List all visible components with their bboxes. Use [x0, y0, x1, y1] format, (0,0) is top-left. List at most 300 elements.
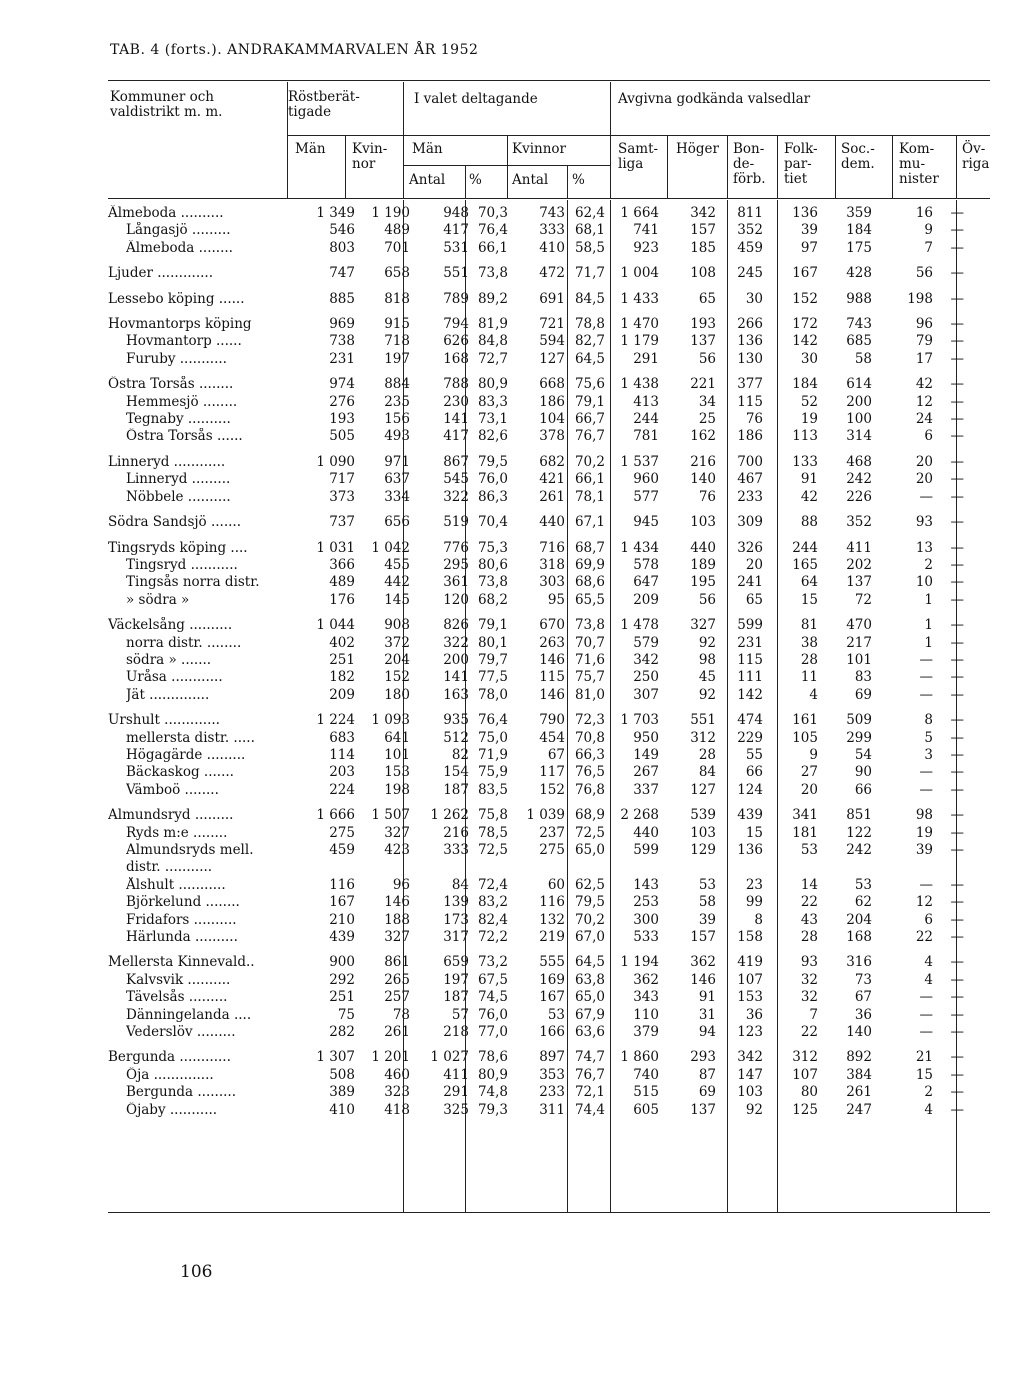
district-label: Öja ..............: [126, 1066, 214, 1083]
cell-value: 738: [329, 333, 355, 350]
cell-value: 209: [633, 591, 659, 608]
cell-value: 6: [924, 428, 933, 445]
cell-value: 157: [690, 222, 716, 239]
cell-value: 2 268: [620, 807, 659, 824]
cell-value: 740: [633, 1066, 659, 1083]
cell-value: 73,2: [477, 954, 508, 971]
cell-value: 193: [329, 411, 355, 428]
col-rost-kvinnor: Kvin-nor: [352, 141, 388, 172]
cell-value: 551: [690, 712, 716, 729]
col-folkpartiet: Folk-par-tiet: [784, 141, 818, 187]
cell-value: 1 044: [316, 617, 355, 634]
cell-value: 30: [745, 290, 763, 307]
cell-value: 129: [690, 842, 716, 858]
table-row: [108, 825, 964, 842]
cell-value: 77,0: [477, 1024, 508, 1041]
district-label: Tingsås norra distr.: [126, 574, 260, 591]
cell-value: 69,9: [574, 556, 605, 573]
cell-value: —: [919, 686, 933, 703]
col-hoger: Höger: [676, 141, 719, 157]
cell-value: 20: [800, 781, 818, 798]
table-row: [108, 411, 964, 428]
divider: [777, 135, 778, 198]
cell-value: —: [950, 205, 964, 221]
cell-value: 127: [690, 781, 716, 798]
cell-value: 384: [846, 1066, 872, 1083]
cell-value: 261: [846, 1084, 872, 1101]
cell-value: 62,5: [574, 876, 605, 893]
col-rost-man: Män: [295, 141, 326, 157]
cell-value: —: [950, 290, 964, 307]
cell-value: 157: [690, 929, 716, 946]
cell-value: 1 349: [316, 205, 355, 221]
cell-value: —: [950, 239, 964, 256]
cell-value: 923: [633, 239, 659, 256]
bottom-rule: [108, 1212, 990, 1213]
cell-value: 75,0: [477, 729, 508, 746]
cell-value: 9: [809, 746, 818, 763]
top-rule: [108, 80, 990, 81]
table-row: [108, 764, 964, 781]
table-row: [108, 807, 964, 824]
cell-value: 153: [737, 989, 763, 1006]
cell-value: [605, 859, 659, 876]
divider: [465, 165, 466, 198]
cell-value: 65,0: [574, 989, 605, 1006]
cell-value: 74,8: [477, 1084, 508, 1101]
cell-value: 90: [854, 764, 872, 781]
district-name: [108, 825, 298, 842]
cell-value: 82: [451, 746, 469, 763]
district-label: Högagärde .........: [126, 746, 246, 763]
cell-value: 352: [737, 222, 763, 239]
table-row: [108, 291, 964, 308]
district-name: [108, 712, 298, 729]
cell-value: 716: [539, 539, 565, 556]
cell-value: —: [950, 1006, 964, 1023]
cell-value: 1 201: [371, 1049, 410, 1066]
cell-value: —: [950, 729, 964, 746]
district-name: [108, 394, 298, 411]
cell-value: 76,4: [477, 712, 508, 729]
cell-value: 70,2: [574, 453, 605, 470]
cell-value: 64,5: [574, 954, 605, 971]
cell-value: 96: [392, 876, 410, 893]
cell-value: 53: [698, 876, 716, 893]
cell-value: 74,4: [574, 1101, 605, 1118]
cell-value: 127: [539, 350, 565, 367]
cell-value: 327: [384, 929, 410, 946]
table-row: [108, 514, 964, 531]
cell-value: 2: [924, 1084, 933, 1101]
cell-value: 77,5: [477, 669, 508, 686]
cell-value: 811: [737, 205, 763, 221]
cell-value: 120: [443, 591, 469, 608]
cell-value: 165: [792, 556, 818, 573]
cell-value: 72,4: [477, 876, 508, 893]
district-name: [108, 652, 298, 669]
cell-value: 318: [539, 556, 565, 573]
divider: [892, 135, 893, 198]
col-kommuner: Kommuner och valdistrikt m. m.: [110, 89, 223, 120]
cell-value: 71,6: [574, 651, 605, 668]
cell-value: 343: [633, 989, 659, 1006]
cell-value: 333: [539, 222, 565, 239]
table-row: [108, 894, 964, 911]
cell-value: 531: [443, 239, 469, 256]
cell-value: 75,9: [477, 764, 508, 781]
cell-value: 257: [384, 989, 410, 1006]
table-row: [108, 471, 964, 488]
cell-value: 1 224: [316, 712, 355, 729]
cell-value: 42: [915, 376, 933, 393]
district-label: mellersta distr. .....: [126, 729, 255, 746]
cell-value: 470: [846, 617, 872, 634]
cell-value: —: [950, 807, 964, 824]
cell-value: 32: [800, 971, 818, 988]
district-label: Jät ..............: [126, 686, 210, 703]
cell-value: —: [950, 617, 964, 634]
district-name: [108, 265, 298, 282]
cell-value: 189: [690, 556, 716, 573]
district-label: Bergunda ............: [108, 1049, 231, 1066]
cell-value: 203: [329, 764, 355, 781]
district-name: [108, 514, 298, 531]
district-name: [108, 574, 298, 591]
cell-value: 75: [337, 1006, 355, 1023]
table-row: [108, 489, 964, 506]
cell-value: 23: [745, 876, 763, 893]
table-row: [108, 842, 964, 859]
cell-value: 19: [800, 411, 818, 428]
cell-value: 322: [443, 488, 469, 505]
cell-value: 209: [329, 686, 355, 703]
cell-value: 489: [384, 222, 410, 239]
cell-value: 423: [384, 842, 410, 858]
cell-value: 67,9: [574, 1006, 605, 1023]
cell-value: 323: [384, 1084, 410, 1101]
district-name: [108, 894, 298, 911]
cell-value: —: [950, 350, 964, 367]
cell-value: 202: [846, 556, 872, 573]
cell-value: 28: [698, 746, 716, 763]
table-row: [108, 428, 964, 445]
cell-value: 362: [633, 971, 659, 988]
cell-value: 701: [384, 239, 410, 256]
cell-value: 73,1: [477, 411, 508, 428]
row-spacer: [108, 283, 964, 291]
cell-value: 577: [633, 488, 659, 505]
cell-value: 647: [633, 574, 659, 591]
cell-value: 519: [443, 514, 469, 531]
cell-value: 72,3: [574, 712, 605, 729]
district-name: [108, 730, 298, 747]
cell-value: 419: [737, 954, 763, 971]
cell-value: 6: [924, 911, 933, 928]
cell-value: 361: [443, 574, 469, 591]
cell-value: 67: [854, 989, 872, 1006]
cell-value: 468: [846, 453, 872, 470]
divider: [610, 82, 611, 198]
cell-value: [565, 859, 605, 876]
district-name: [108, 989, 298, 1006]
cell-value: 21: [915, 1049, 933, 1066]
cell-value: 237: [539, 824, 565, 841]
cell-value: —: [950, 971, 964, 988]
cell-value: 578: [633, 556, 659, 573]
cell-value: 22: [800, 1024, 818, 1041]
cell-value: 1: [924, 591, 933, 608]
cell-value: 72,5: [477, 842, 508, 858]
cell-value: 58: [698, 894, 716, 911]
col-godkanda: Avgivna godkända valsedlar: [618, 91, 811, 107]
district-label: Nöbbele ..........: [126, 488, 231, 505]
cell-value: [469, 859, 508, 876]
cell-value: 25: [698, 411, 716, 428]
cell-value: 68,1: [574, 222, 605, 239]
cell-value: 789: [443, 290, 469, 307]
cell-value: 75,6: [574, 376, 605, 393]
cell-value: —: [950, 764, 964, 781]
cell-value: 76,0: [477, 471, 508, 488]
cell-value: 43: [800, 911, 818, 928]
cell-value: 79,1: [477, 617, 508, 634]
cell-value: 200: [443, 651, 469, 668]
district-name: [108, 1102, 298, 1119]
district-label: Tegnaby ..........: [126, 411, 231, 428]
cell-value: 884: [384, 376, 410, 393]
cell-value: 309: [737, 514, 763, 531]
district-label: Linneryd .........: [126, 471, 231, 488]
cell-value: 2: [924, 556, 933, 573]
cell-value: 97: [800, 239, 818, 256]
cell-value: 69: [698, 1084, 716, 1101]
cell-value: 3: [924, 746, 933, 763]
cell-value: 84: [698, 764, 716, 781]
cell-value: 84,8: [477, 333, 508, 350]
district-label: Dänningelanda ....: [126, 1006, 252, 1023]
cell-value: 67,0: [574, 929, 605, 946]
table-row: [108, 687, 964, 704]
cell-value: 317: [443, 929, 469, 946]
cell-value: 410: [329, 1101, 355, 1118]
cell-value: 72: [854, 591, 872, 608]
cell-value: 91: [800, 471, 818, 488]
cell-value: 945: [633, 514, 659, 531]
cell-value: 149: [633, 746, 659, 763]
cell-value: 682: [539, 453, 565, 470]
cell-value: 78,5: [477, 824, 508, 841]
cell-value: 103: [690, 514, 716, 531]
cell-value: 186: [737, 428, 763, 445]
cell-value: 56: [915, 265, 933, 282]
district-name: [108, 411, 298, 428]
cell-value: 169: [539, 971, 565, 988]
cell-value: 184: [846, 222, 872, 239]
cell-value: 221: [690, 376, 716, 393]
district-label: Vämboö ........: [126, 781, 219, 798]
cell-value: —: [919, 764, 933, 781]
cell-value: —: [950, 591, 964, 608]
cell-value: —: [919, 781, 933, 798]
cell-value: 72,1: [574, 1084, 605, 1101]
cell-value: 64,5: [574, 350, 605, 367]
cell-value: 87: [698, 1066, 716, 1083]
cell-value: 147: [737, 1066, 763, 1083]
cell-value: 509: [846, 712, 872, 729]
col-delt-man: Män: [412, 141, 443, 157]
cell-value: 251: [329, 651, 355, 668]
cell-value: 146: [384, 894, 410, 911]
cell-value: 378: [539, 428, 565, 445]
table-row: [108, 877, 964, 894]
cell-value: —: [950, 894, 964, 911]
cell-value: 261: [539, 488, 565, 505]
cell-value: 974: [329, 376, 355, 393]
district-label: Hovmantorp ......: [126, 333, 242, 350]
cell-value: 242: [846, 471, 872, 488]
cell-value: 794: [443, 316, 469, 333]
cell-value: 22: [915, 929, 933, 946]
cell-value: 440: [690, 539, 716, 556]
cell-value: 263: [539, 634, 565, 651]
cell-value: —: [950, 876, 964, 893]
row-spacer: [108, 368, 964, 376]
cell-value: 76,4: [477, 222, 508, 239]
cell-value: 216: [690, 453, 716, 470]
cell-value: 75,7: [574, 669, 605, 686]
cell-value: [410, 859, 469, 876]
cell-value: 359: [846, 205, 872, 221]
cell-value: 146: [539, 686, 565, 703]
cell-value: 83,3: [477, 393, 508, 410]
cell-value: —: [950, 514, 964, 531]
col-kv-pct: %: [572, 172, 585, 188]
cell-value: 1 194: [620, 954, 659, 971]
district-label: Almundsryds mell.: [126, 842, 254, 858]
cell-value: 224: [329, 781, 355, 798]
cell-value: 892: [846, 1049, 872, 1066]
cell-value: 312: [690, 729, 716, 746]
cell-value: 76,7: [574, 1066, 605, 1083]
col-bondeforb: Bon-de-förb.: [733, 141, 766, 187]
cell-value: 235: [384, 393, 410, 410]
cell-value: 545: [443, 471, 469, 488]
cell-value: 245: [737, 265, 763, 282]
cell-value: 342: [737, 1049, 763, 1066]
cell-value: 67: [547, 746, 565, 763]
cell-value: 282: [329, 1024, 355, 1041]
cell-value: 685: [846, 333, 872, 350]
cell-value: 229: [737, 729, 763, 746]
cell-value: 505: [329, 428, 355, 445]
cell-value: [763, 859, 818, 876]
cell-value: 579: [633, 634, 659, 651]
cell-value: 66,1: [477, 239, 508, 256]
cell-value: 410: [539, 239, 565, 256]
cell-value: 641: [384, 729, 410, 746]
district-label: Tingsryds köping ....: [108, 539, 248, 556]
cell-value: 74,5: [477, 989, 508, 1006]
district-label: Björkelund ........: [126, 894, 240, 911]
cell-value: 161: [792, 712, 818, 729]
cell-value: 721: [539, 316, 565, 333]
cell-value: —: [950, 1024, 964, 1041]
district-name: [108, 912, 298, 929]
cell-value: 803: [329, 239, 355, 256]
col-ovriga: Öv-riga: [962, 141, 990, 172]
cell-value: 156: [384, 411, 410, 428]
cell-value: 659: [443, 954, 469, 971]
row-spacer: [108, 609, 964, 617]
cell-value: 555: [539, 954, 565, 971]
cell-value: 12: [915, 393, 933, 410]
cell-value: 195: [690, 574, 716, 591]
cell-value: 63,8: [574, 971, 605, 988]
row-spacer: [108, 308, 964, 316]
cell-value: —: [950, 669, 964, 686]
cell-value: 295: [443, 556, 469, 573]
divider: [956, 135, 957, 198]
district-name: [108, 859, 298, 876]
cell-value: 316: [846, 954, 872, 971]
cell-value: 1 860: [620, 1049, 659, 1066]
table-row: [108, 1102, 964, 1119]
cell-value: 91: [698, 989, 716, 1006]
cell-value: 70,7: [574, 634, 605, 651]
cell-value: 599: [737, 617, 763, 634]
table-row: [108, 929, 964, 946]
col-delt-kvinnor: Kvinnor: [512, 141, 566, 157]
cell-value: —: [919, 989, 933, 1006]
cell-value: 885: [329, 290, 355, 307]
cell-value: 125: [792, 1101, 818, 1118]
cell-value: 143: [633, 876, 659, 893]
cell-value: 389: [329, 1084, 355, 1101]
cell-value: 70,3: [477, 205, 508, 221]
cell-value: —: [950, 1066, 964, 1083]
cell-value: 539: [690, 807, 716, 824]
cell-value: 1 703: [620, 712, 659, 729]
cell-value: 89,2: [477, 290, 508, 307]
district-label: norra distr. ........: [126, 634, 242, 651]
cell-value: 68,2: [477, 591, 508, 608]
cell-value: 72,7: [477, 350, 508, 367]
cell-value: 193: [690, 316, 716, 333]
cell-value: 76,7: [574, 428, 605, 445]
cell-value: 142: [792, 333, 818, 350]
cell-value: —: [950, 634, 964, 651]
cell-value: 244: [633, 411, 659, 428]
cell-value: 670: [539, 617, 565, 634]
cell-value: 417: [443, 428, 469, 445]
cell-value: 152: [384, 669, 410, 686]
cell-value: 167: [329, 894, 355, 911]
cell-value: 188: [384, 911, 410, 928]
cell-value: 80,9: [477, 376, 508, 393]
cell-value: 421: [539, 471, 565, 488]
cell-value: 65: [745, 591, 763, 608]
row-spacer: [108, 532, 964, 540]
cell-value: 1 031: [316, 539, 355, 556]
cell-value: 291: [633, 350, 659, 367]
table-row: [108, 333, 964, 350]
cell-value: —: [950, 746, 964, 763]
district-label: Ålshult ...........: [126, 876, 226, 893]
cell-value: 7: [809, 1006, 818, 1023]
cell-value: 80,1: [477, 634, 508, 651]
divider: [403, 82, 404, 198]
